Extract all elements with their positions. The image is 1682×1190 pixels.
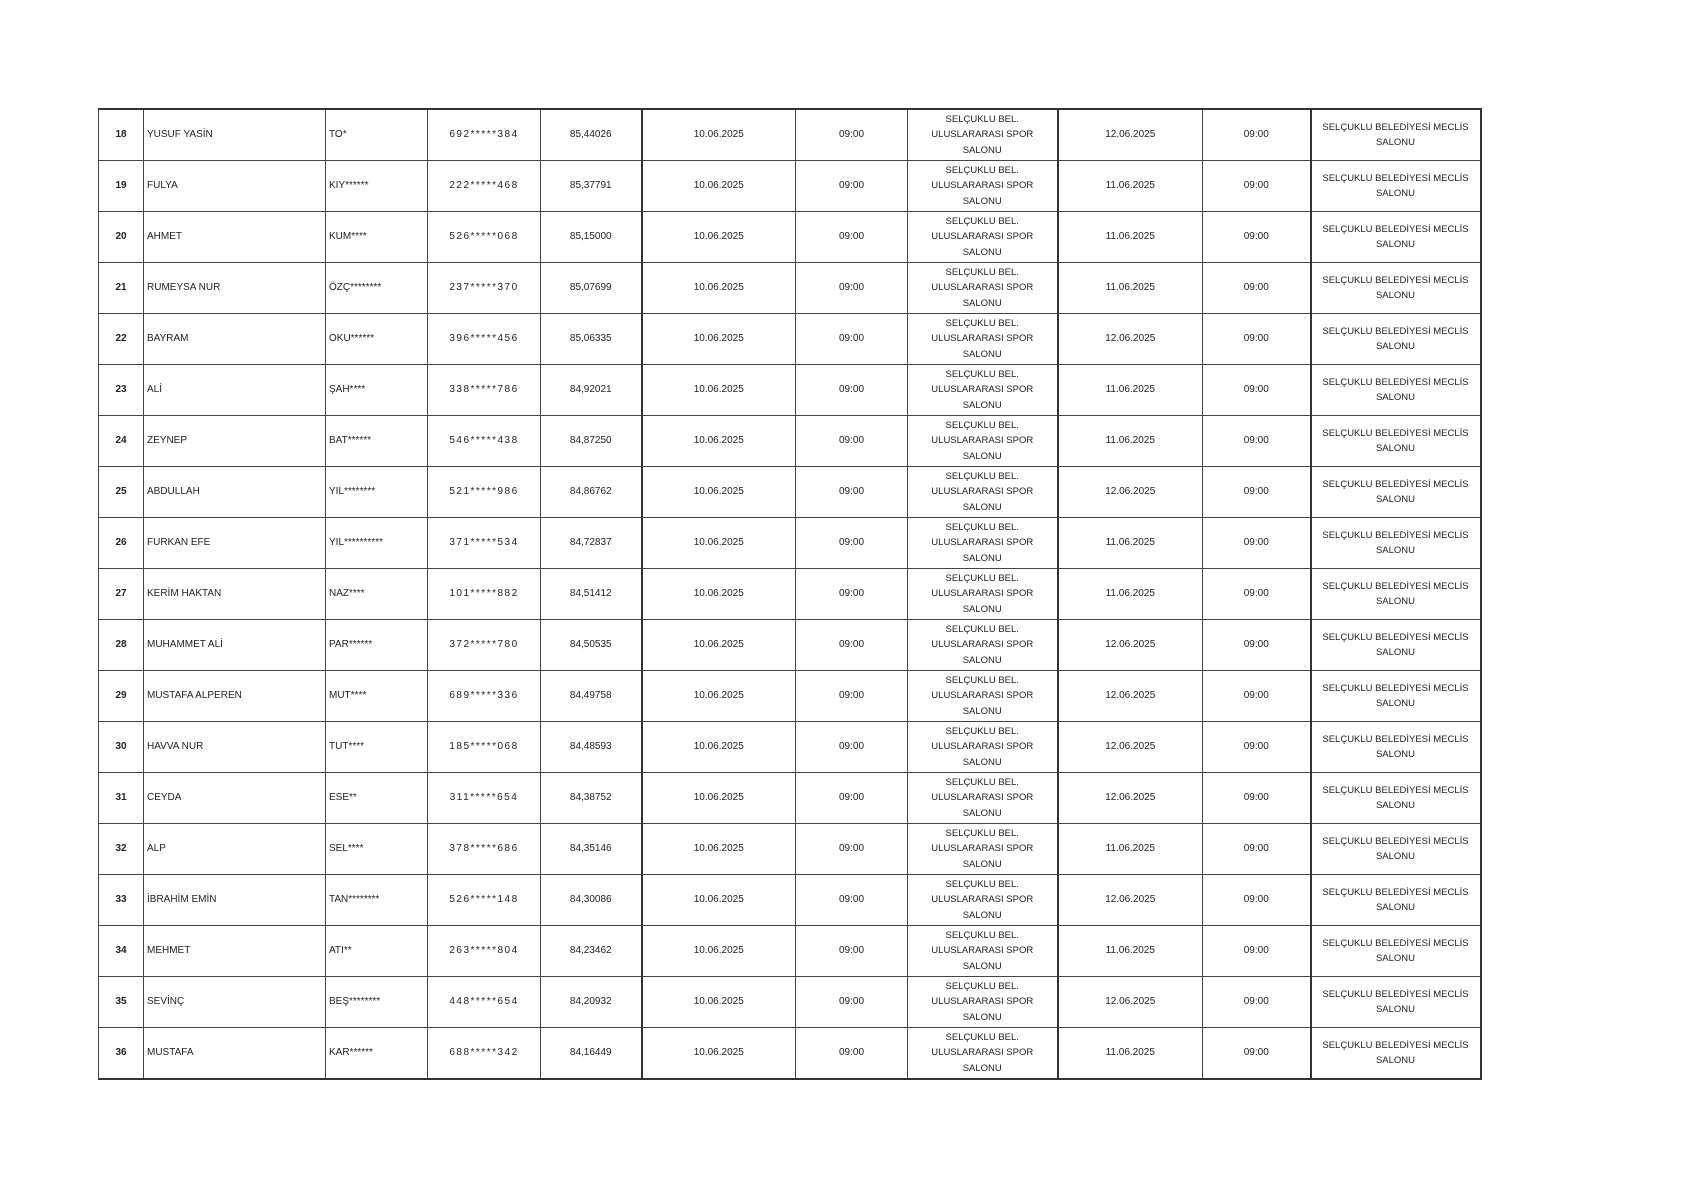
exam-time-cell: 09:00: [796, 824, 908, 875]
surname-cell: NAZ****: [326, 569, 428, 620]
table-row: [99, 569, 1481, 620]
second-time-cell: 09:00: [1203, 314, 1311, 365]
surname-cell: TO*: [326, 109, 428, 161]
exam-date-cell: 10.06.2025: [642, 314, 796, 365]
row-number-cell: 20: [99, 212, 144, 263]
second-venue-cell: SELÇUKLU BELEDİYESİ MECLİS SALONU: [1311, 722, 1481, 773]
second-time-cell: 09:00: [1203, 671, 1311, 722]
exam-venue-cell: SELÇUKLU BEL. ULUSLARARASI SPOR SALONU: [908, 109, 1058, 161]
row-number-cell: 25: [99, 467, 144, 518]
exam-time-cell: 09:00: [796, 722, 908, 773]
table-body: [99, 109, 1481, 1079]
exam-time-cell: 09:00: [796, 875, 908, 926]
second-venue-cell: SELÇUKLU BELEDİYESİ MECLİS SALONU: [1311, 314, 1481, 365]
score-cell: 84,35146: [541, 824, 642, 875]
table-row: [99, 314, 1481, 365]
exam-date-cell: 10.06.2025: [642, 620, 796, 671]
exam-venue-cell: SELÇUKLU BEL. ULUSLARARASI SPOR SALONU: [908, 467, 1058, 518]
table-row: [99, 161, 1481, 212]
surname-cell: BAT******: [326, 416, 428, 467]
exam-venue-cell: SELÇUKLU BEL. ULUSLARARASI SPOR SALONU: [908, 212, 1058, 263]
exam-venue-cell: SELÇUKLU BEL. ULUSLARARASI SPOR SALONU: [908, 875, 1058, 926]
exam-date-cell: 10.06.2025: [642, 722, 796, 773]
row-number-cell: 26: [99, 518, 144, 569]
second-date-cell: 12.06.2025: [1058, 467, 1203, 518]
id-number-cell: 311*****654: [428, 773, 541, 824]
exam-date-cell: 10.06.2025: [642, 875, 796, 926]
exam-date-cell: 10.06.2025: [642, 109, 796, 161]
surname-cell: ÖZÇ********: [326, 263, 428, 314]
second-date-cell: 11.06.2025: [1058, 1028, 1203, 1080]
exam-time-cell: 09:00: [796, 467, 908, 518]
second-venue-cell: SELÇUKLU BELEDİYESİ MECLİS SALONU: [1311, 1028, 1481, 1080]
first-name-cell: ALİ: [144, 365, 326, 416]
table-row: [99, 875, 1481, 926]
second-time-cell: 09:00: [1203, 722, 1311, 773]
exam-venue-cell: SELÇUKLU BEL. ULUSLARARASI SPOR SALONU: [908, 518, 1058, 569]
row-number-cell: 32: [99, 824, 144, 875]
first-name-cell: MUHAMMET ALİ: [144, 620, 326, 671]
id-number-cell: 378*****686: [428, 824, 541, 875]
second-venue-cell: SELÇUKLU BELEDİYESİ MECLİS SALONU: [1311, 569, 1481, 620]
second-date-cell: 11.06.2025: [1058, 416, 1203, 467]
exam-venue-cell: SELÇUKLU BEL. ULUSLARARASI SPOR SALONU: [908, 1028, 1058, 1080]
first-name-cell: RUMEYSA NUR: [144, 263, 326, 314]
document-page: [98, 108, 1482, 1080]
row-number-cell: 35: [99, 977, 144, 1028]
table-row: [99, 518, 1481, 569]
second-venue-cell: SELÇUKLU BELEDİYESİ MECLİS SALONU: [1311, 263, 1481, 314]
first-name-cell: KERİM HAKTAN: [144, 569, 326, 620]
exam-venue-cell: SELÇUKLU BEL. ULUSLARARASI SPOR SALONU: [908, 926, 1058, 977]
exam-date-cell: 10.06.2025: [642, 773, 796, 824]
second-date-cell: 12.06.2025: [1058, 875, 1203, 926]
second-venue-cell: SELÇUKLU BELEDİYESİ MECLİS SALONU: [1311, 365, 1481, 416]
surname-cell: PAR******: [326, 620, 428, 671]
second-time-cell: 09:00: [1203, 109, 1311, 161]
surname-cell: KUM****: [326, 212, 428, 263]
exam-time-cell: 09:00: [796, 671, 908, 722]
table-row: [99, 416, 1481, 467]
score-cell: 85,15000: [541, 212, 642, 263]
second-time-cell: 09:00: [1203, 1028, 1311, 1080]
table-row: [99, 977, 1481, 1028]
table-row: [99, 109, 1481, 161]
first-name-cell: SEVİNÇ: [144, 977, 326, 1028]
exam-date-cell: 10.06.2025: [642, 263, 796, 314]
table-row: [99, 926, 1481, 977]
exam-time-cell: 09:00: [796, 518, 908, 569]
row-number-cell: 24: [99, 416, 144, 467]
first-name-cell: BAYRAM: [144, 314, 326, 365]
second-venue-cell: SELÇUKLU BELEDİYESİ MECLİS SALONU: [1311, 518, 1481, 569]
exam-date-cell: 10.06.2025: [642, 671, 796, 722]
second-venue-cell: SELÇUKLU BELEDİYESİ MECLİS SALONU: [1311, 926, 1481, 977]
exam-venue-cell: SELÇUKLU BEL. ULUSLARARASI SPOR SALONU: [908, 569, 1058, 620]
first-name-cell: MUSTAFA: [144, 1028, 326, 1080]
second-venue-cell: SELÇUKLU BELEDİYESİ MECLİS SALONU: [1311, 671, 1481, 722]
score-cell: 85,44026: [541, 109, 642, 161]
first-name-cell: MUSTAFA ALPEREN: [144, 671, 326, 722]
exam-venue-cell: SELÇUKLU BEL. ULUSLARARASI SPOR SALONU: [908, 365, 1058, 416]
second-time-cell: 09:00: [1203, 365, 1311, 416]
exam-venue-cell: SELÇUKLU BEL. ULUSLARARASI SPOR SALONU: [908, 977, 1058, 1028]
score-cell: 84,50535: [541, 620, 642, 671]
table-row: [99, 773, 1481, 824]
id-number-cell: 448*****654: [428, 977, 541, 1028]
score-cell: 85,06335: [541, 314, 642, 365]
second-venue-cell: SELÇUKLU BELEDİYESİ MECLİS SALONU: [1311, 620, 1481, 671]
score-cell: 84,87250: [541, 416, 642, 467]
exam-time-cell: 09:00: [796, 1028, 908, 1080]
score-cell: 84,49758: [541, 671, 642, 722]
id-number-cell: 546*****438: [428, 416, 541, 467]
surname-cell: BEŞ********: [326, 977, 428, 1028]
first-name-cell: ZEYNEP: [144, 416, 326, 467]
second-time-cell: 09:00: [1203, 263, 1311, 314]
exam-date-cell: 10.06.2025: [642, 1028, 796, 1080]
exam-venue-cell: SELÇUKLU BEL. ULUSLARARASI SPOR SALONU: [908, 722, 1058, 773]
row-number-cell: 33: [99, 875, 144, 926]
exam-date-cell: 10.06.2025: [642, 926, 796, 977]
second-venue-cell: SELÇUKLU BELEDİYESİ MECLİS SALONU: [1311, 161, 1481, 212]
row-number-cell: 22: [99, 314, 144, 365]
exam-date-cell: 10.06.2025: [642, 569, 796, 620]
id-number-cell: 372*****780: [428, 620, 541, 671]
first-name-cell: AHMET: [144, 212, 326, 263]
row-number-cell: 21: [99, 263, 144, 314]
surname-cell: ŞAH****: [326, 365, 428, 416]
exam-time-cell: 09:00: [796, 773, 908, 824]
table-row: [99, 365, 1481, 416]
exam-time-cell: 09:00: [796, 314, 908, 365]
exam-venue-cell: SELÇUKLU BEL. ULUSLARARASI SPOR SALONU: [908, 671, 1058, 722]
second-time-cell: 09:00: [1203, 212, 1311, 263]
second-venue-cell: SELÇUKLU BELEDİYESİ MECLİS SALONU: [1311, 824, 1481, 875]
second-venue-cell: SELÇUKLU BELEDİYESİ MECLİS SALONU: [1311, 416, 1481, 467]
second-date-cell: 11.06.2025: [1058, 518, 1203, 569]
id-number-cell: 521*****986: [428, 467, 541, 518]
second-date-cell: 11.06.2025: [1058, 212, 1203, 263]
exam-time-cell: 09:00: [796, 620, 908, 671]
score-cell: 85,07699: [541, 263, 642, 314]
surname-cell: OKU******: [326, 314, 428, 365]
id-number-cell: 688*****342: [428, 1028, 541, 1080]
table-row: [99, 722, 1481, 773]
second-venue-cell: SELÇUKLU BELEDİYESİ MECLİS SALONU: [1311, 773, 1481, 824]
score-cell: 85,37791: [541, 161, 642, 212]
table-row: [99, 467, 1481, 518]
id-number-cell: 237*****370: [428, 263, 541, 314]
exam-date-cell: 10.06.2025: [642, 467, 796, 518]
score-cell: 84,23462: [541, 926, 642, 977]
exam-date-cell: 10.06.2025: [642, 416, 796, 467]
row-number-cell: 36: [99, 1028, 144, 1080]
score-cell: 84,51412: [541, 569, 642, 620]
second-time-cell: 09:00: [1203, 416, 1311, 467]
exam-time-cell: 09:00: [796, 416, 908, 467]
exam-time-cell: 09:00: [796, 263, 908, 314]
id-number-cell: 263*****804: [428, 926, 541, 977]
first-name-cell: HAVVA NUR: [144, 722, 326, 773]
second-time-cell: 09:00: [1203, 824, 1311, 875]
score-cell: 84,72837: [541, 518, 642, 569]
second-venue-cell: SELÇUKLU BELEDİYESİ MECLİS SALONU: [1311, 212, 1481, 263]
first-name-cell: İBRAHİM EMİN: [144, 875, 326, 926]
table-row: [99, 824, 1481, 875]
first-name-cell: YUSUF YASİN: [144, 109, 326, 161]
id-number-cell: 338*****786: [428, 365, 541, 416]
row-number-cell: 29: [99, 671, 144, 722]
score-cell: 84,20932: [541, 977, 642, 1028]
exam-venue-cell: SELÇUKLU BEL. ULUSLARARASI SPOR SALONU: [908, 824, 1058, 875]
exam-venue-cell: SELÇUKLU BEL. ULUSLARARASI SPOR SALONU: [908, 314, 1058, 365]
id-number-cell: 526*****148: [428, 875, 541, 926]
id-number-cell: 222*****468: [428, 161, 541, 212]
first-name-cell: FURKAN EFE: [144, 518, 326, 569]
score-cell: 84,38752: [541, 773, 642, 824]
second-venue-cell: SELÇUKLU BELEDİYESİ MECLİS SALONU: [1311, 977, 1481, 1028]
table-row: [99, 212, 1481, 263]
second-time-cell: 09:00: [1203, 875, 1311, 926]
second-date-cell: 11.06.2025: [1058, 569, 1203, 620]
second-time-cell: 09:00: [1203, 620, 1311, 671]
row-number-cell: 27: [99, 569, 144, 620]
score-cell: 84,48593: [541, 722, 642, 773]
second-date-cell: 11.06.2025: [1058, 365, 1203, 416]
row-number-cell: 23: [99, 365, 144, 416]
exam-time-cell: 09:00: [796, 977, 908, 1028]
second-time-cell: 09:00: [1203, 467, 1311, 518]
table-row: [99, 263, 1481, 314]
surname-cell: TUT****: [326, 722, 428, 773]
exam-time-cell: 09:00: [796, 926, 908, 977]
second-time-cell: 09:00: [1203, 926, 1311, 977]
second-time-cell: 09:00: [1203, 569, 1311, 620]
surname-cell: ESE**: [326, 773, 428, 824]
exam-date-cell: 10.06.2025: [642, 977, 796, 1028]
second-time-cell: 09:00: [1203, 518, 1311, 569]
exam-venue-cell: SELÇUKLU BEL. ULUSLARARASI SPOR SALONU: [908, 416, 1058, 467]
second-venue-cell: SELÇUKLU BELEDİYESİ MECLİS SALONU: [1311, 109, 1481, 161]
row-number-cell: 28: [99, 620, 144, 671]
second-venue-cell: SELÇUKLU BELEDİYESİ MECLİS SALONU: [1311, 875, 1481, 926]
second-date-cell: 12.06.2025: [1058, 671, 1203, 722]
id-number-cell: 526*****068: [428, 212, 541, 263]
row-number-cell: 34: [99, 926, 144, 977]
surname-cell: MUT****: [326, 671, 428, 722]
candidate-table: [98, 108, 1482, 1080]
second-date-cell: 11.06.2025: [1058, 263, 1203, 314]
second-date-cell: 11.06.2025: [1058, 824, 1203, 875]
id-number-cell: 371*****534: [428, 518, 541, 569]
exam-date-cell: 10.06.2025: [642, 365, 796, 416]
row-number-cell: 19: [99, 161, 144, 212]
second-time-cell: 09:00: [1203, 977, 1311, 1028]
id-number-cell: 101*****882: [428, 569, 541, 620]
second-time-cell: 09:00: [1203, 161, 1311, 212]
first-name-cell: CEYDA: [144, 773, 326, 824]
id-number-cell: 689*****336: [428, 671, 541, 722]
score-cell: 84,16449: [541, 1028, 642, 1080]
second-date-cell: 11.06.2025: [1058, 926, 1203, 977]
exam-time-cell: 09:00: [796, 365, 908, 416]
row-number-cell: 31: [99, 773, 144, 824]
second-date-cell: 12.06.2025: [1058, 773, 1203, 824]
second-time-cell: 09:00: [1203, 773, 1311, 824]
second-date-cell: 12.06.2025: [1058, 620, 1203, 671]
second-venue-cell: SELÇUKLU BELEDİYESİ MECLİS SALONU: [1311, 467, 1481, 518]
second-date-cell: 12.06.2025: [1058, 109, 1203, 161]
exam-venue-cell: SELÇUKLU BEL. ULUSLARARASI SPOR SALONU: [908, 263, 1058, 314]
score-cell: 84,30086: [541, 875, 642, 926]
exam-date-cell: 10.06.2025: [642, 824, 796, 875]
exam-venue-cell: SELÇUKLU BEL. ULUSLARARASI SPOR SALONU: [908, 773, 1058, 824]
table-row: [99, 1028, 1481, 1080]
second-date-cell: 11.06.2025: [1058, 161, 1203, 212]
row-number-cell: 18: [99, 109, 144, 161]
exam-time-cell: 09:00: [796, 161, 908, 212]
id-number-cell: 692*****384: [428, 109, 541, 161]
id-number-cell: 185*****068: [428, 722, 541, 773]
id-number-cell: 396*****456: [428, 314, 541, 365]
exam-date-cell: 10.06.2025: [642, 161, 796, 212]
table-row: [99, 620, 1481, 671]
surname-cell: KIY******: [326, 161, 428, 212]
first-name-cell: ALP: [144, 824, 326, 875]
second-date-cell: 12.06.2025: [1058, 314, 1203, 365]
exam-time-cell: 09:00: [796, 212, 908, 263]
surname-cell: ATI**: [326, 926, 428, 977]
exam-time-cell: 09:00: [796, 569, 908, 620]
exam-venue-cell: SELÇUKLU BEL. ULUSLARARASI SPOR SALONU: [908, 161, 1058, 212]
exam-venue-cell: SELÇUKLU BEL. ULUSLARARASI SPOR SALONU: [908, 620, 1058, 671]
score-cell: 84,86762: [541, 467, 642, 518]
exam-time-cell: 09:00: [796, 109, 908, 161]
surname-cell: SEL****: [326, 824, 428, 875]
surname-cell: YIL**********: [326, 518, 428, 569]
table-row: [99, 671, 1481, 722]
exam-date-cell: 10.06.2025: [642, 518, 796, 569]
first-name-cell: ABDULLAH: [144, 467, 326, 518]
first-name-cell: MEHMET: [144, 926, 326, 977]
surname-cell: KAR******: [326, 1028, 428, 1080]
exam-date-cell: 10.06.2025: [642, 212, 796, 263]
second-date-cell: 12.06.2025: [1058, 722, 1203, 773]
surname-cell: TAN********: [326, 875, 428, 926]
score-cell: 84,92021: [541, 365, 642, 416]
first-name-cell: FULYA: [144, 161, 326, 212]
second-date-cell: 12.06.2025: [1058, 977, 1203, 1028]
row-number-cell: 30: [99, 722, 144, 773]
surname-cell: YIL********: [326, 467, 428, 518]
